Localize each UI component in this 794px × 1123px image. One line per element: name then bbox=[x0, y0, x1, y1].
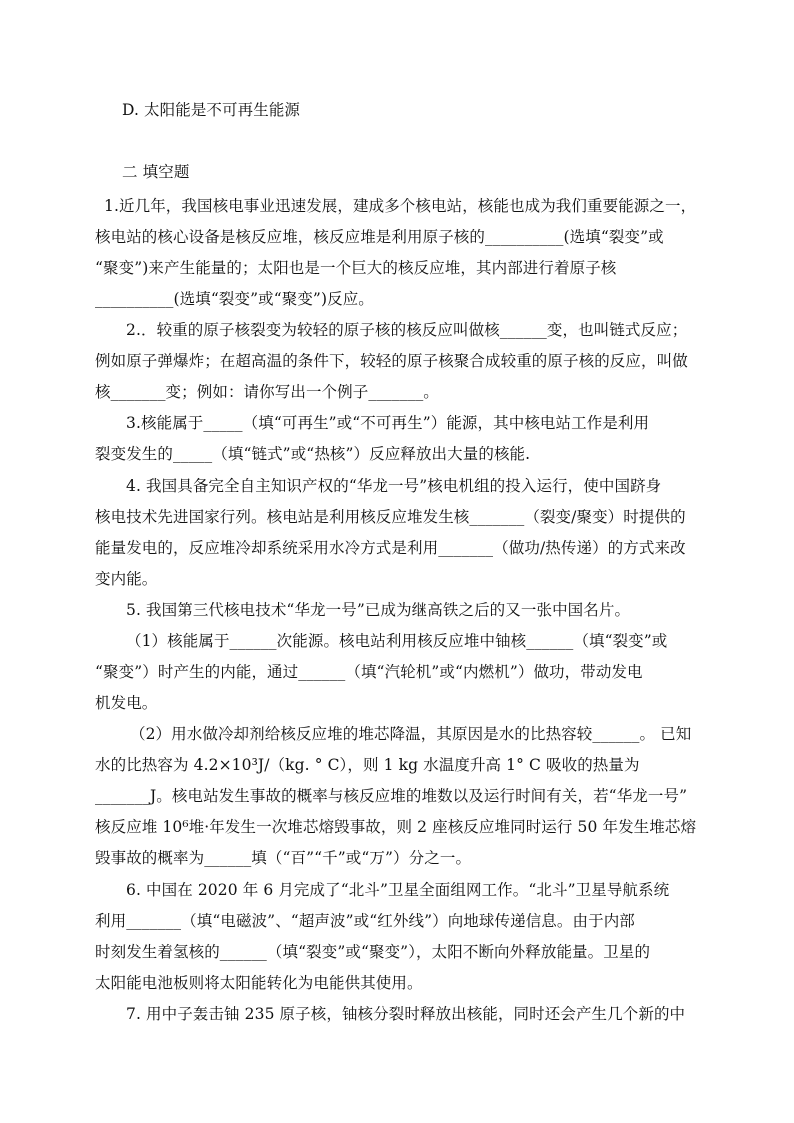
q5-2-line-3: _______J。核电站发生事故的概率与核反应堆的堆数以及运行时间有关，若“华龙一号” bbox=[95, 787, 688, 805]
q2-line-3: 核_______变；例如：请你写出一个例子_______。 bbox=[95, 383, 439, 401]
q5-1-line-1: （1）核能属于______次能源。核电站利用核反应堆中铀核______（填“裂变”或 bbox=[126, 632, 668, 650]
q2-line-2: 例如原子弹爆炸；在超高温的条件下，较轻的原子核聚合成较重的原子核的反应，叫做 bbox=[95, 352, 688, 370]
q4-line-1: 4. 我国具备完全自主知识产权的“华龙一号”核电机组的投入运行，使中国跻身 bbox=[126, 477, 662, 495]
q1-line-4: __________(选填“裂变”或“聚变”)反应。 bbox=[95, 290, 374, 308]
q4-line-4: 变内能。 bbox=[95, 570, 158, 588]
q5-2-line-5: 毁事故的概率为______填（“百”“千”或“万”）分之一。 bbox=[95, 849, 472, 867]
q6-line-2: 利用_______（填“电磁波”、“超声波”或“红外线”）向地球传递信息。由于内部 bbox=[95, 912, 635, 930]
q4-line-3: 能量发电的，反应堆冷却系统采用水冷方式是利用_______（做功/热传递）的方式来改 bbox=[95, 539, 686, 557]
q5-2-line-4: 核反应堆 10⁶堆·年发生一次堆芯熔毁事故，则 2 座核反应堆同时运行 50 年发生堆芯熔 bbox=[95, 818, 697, 836]
q4-line-2: 核电技术先进国家行列。核电站是利用核反应堆发生核_______（裂变/聚变）时提供的 bbox=[95, 508, 686, 526]
q6-line-4: 太阳能电池板则将太阳能转化为电能供其使用。 bbox=[95, 974, 423, 992]
q5-1-line-2: “聚变”）时产生的内能，通过______（填“汽轮机”或“内燃机”）做功，带动发电 bbox=[95, 663, 643, 681]
option-d: D. 太阳能是不可再生能源 bbox=[122, 101, 301, 119]
q5-2-line-1: （2）用水做冷却剂给核反应堆的堆芯降温，其原因是水的比热容较______。 已知 bbox=[130, 725, 692, 743]
q3-line-1: 3.核能属于_____（填“可再生”或“不可再生”）能源，其中核电站工作是利用 bbox=[126, 414, 650, 432]
section-title: 二 填空题 bbox=[122, 163, 190, 181]
q2-line-1: 2.．较重的原子核裂变为较轻的原子核的核反应叫做核______变，也叫链式反应； bbox=[126, 321, 688, 339]
q6-line-3: 时刻发生着氢核的______（填“裂变”或“聚变”），太阳不断向外释放能量。卫星的 bbox=[95, 943, 651, 961]
q3-line-2: 裂变发生的_____（填“链式”或“热核”）反应释放出大量的核能. bbox=[95, 445, 531, 463]
q5-2-line-2: 水的比热容为 4.2×10³J/（kg. ° C），则 1 kg 水温度升高 1° C 吸收的热量为 bbox=[95, 756, 640, 774]
q6-line-1: 6. 中国在 2020 年 6 月完成了“北斗”卫星全面组网工作。“北斗”卫星导航系统 bbox=[126, 881, 670, 899]
q1-line-3: “聚变”)来产生能量的；太阳也是一个巨大的核反应堆，其内部进行着原子核 bbox=[95, 259, 617, 277]
q5-line-1: 5. 我国第三代核电技术“华龙一号”已成为继高铁之后的又一张中国名片。 bbox=[126, 601, 631, 619]
q1-line-2: 核电站的核心设备是核反应堆，核反应堆是利用原子核的__________(选填“裂变”或 bbox=[95, 228, 664, 246]
q1-line-1: 1.近几年，我国核电事业迅速发展，建成多个核电站，核能也成为我们重要能源之一， bbox=[104, 197, 697, 215]
q5-1-line-3: 机发电。 bbox=[95, 694, 158, 712]
q7-line-1: 7. 用中子轰击铀 235 原子核，铀核分裂时释放出核能，同时还会产生几个新的中 bbox=[126, 1005, 686, 1023]
